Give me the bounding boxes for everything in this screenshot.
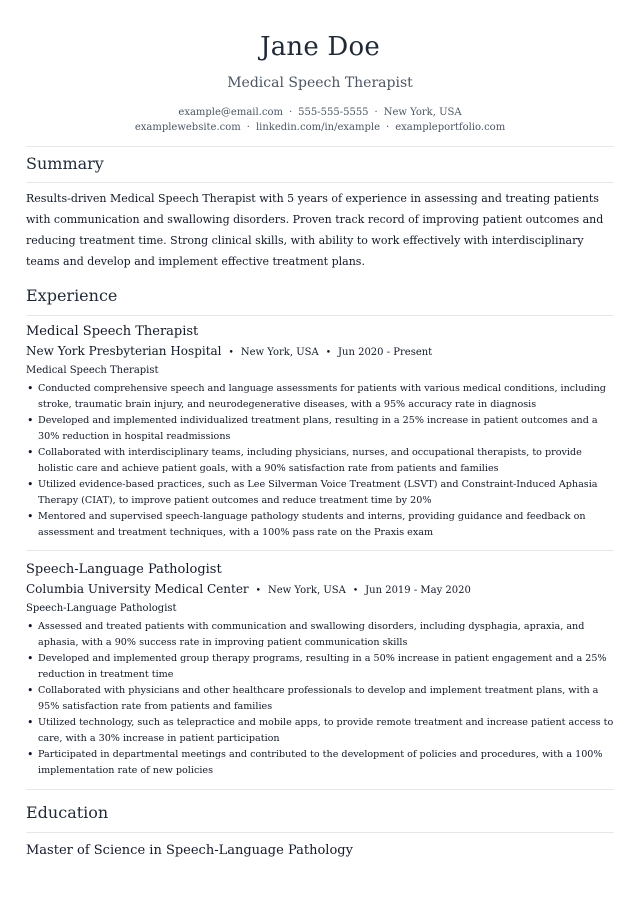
- candidate-name: Jane Doe: [260, 32, 380, 62]
- experience-heading: Experience: [26, 286, 118, 305]
- separator: ·: [288, 107, 293, 118]
- job-dates: Jun 2020 - Present: [338, 347, 433, 358]
- degree-title: Master of Science in Speech-Language Pathology: [26, 843, 353, 858]
- separator: ·: [246, 122, 250, 133]
- divider: [26, 832, 614, 833]
- resume-header: [26, 0, 614, 135]
- experience-section: [26, 285, 614, 779]
- job-meta: [26, 581, 614, 600]
- bullet-item: • Utilized technology, such as telepractice and mobile apps, to provide remote treatment and increase patient access to care, with a 30% increase in patient participation: [26, 715, 614, 747]
- job-location: New York, USA: [267, 585, 346, 596]
- bullet-item: • Developed and implemented individualized treatment plans, resulting in a 25% increase in patient outcomes and a 30% reduction in hospital readmissions: [26, 413, 614, 445]
- website-link[interactable]: examplewebsite.com: [134, 122, 241, 133]
- bullet-item: • Participated in departmental meetings and contributed to the development of policies and procedures, with a 100% implementation rate of new policies: [26, 747, 614, 779]
- job-bullets: [26, 381, 614, 541]
- summary-text: Results-driven Medical Speech Therapist with 5 years of experience in assessing and treating patients with communication and swallowing disorders. Proven track record of improving patient outcomes and reducing treatment time. Strong clinical skills, with ability to work effectively with interdisciplinary teams and develop and implement effective treatment plans.: [26, 192, 604, 268]
- contact-info: [26, 105, 614, 135]
- divider: [26, 315, 614, 316]
- bullet-separator: •: [255, 586, 261, 596]
- summary-section: [26, 153, 614, 272]
- bullet-separator: •: [325, 348, 332, 358]
- job-subtitle: Speech-Language Pathologist: [26, 603, 177, 614]
- contact-line-2: [26, 120, 614, 135]
- company-name: New York Presbyterian Hospital: [26, 344, 222, 358]
- contact-line-1: [26, 105, 614, 120]
- job-entry: [26, 323, 614, 541]
- company-name: Columbia University Medical Center: [26, 582, 249, 596]
- job-bullets: [26, 619, 614, 779]
- linkedin-link[interactable]: linkedin.com/in/example: [255, 122, 380, 133]
- education-heading: Education: [26, 803, 109, 822]
- bullet-item: • Collaborated with physicians and other healthcare professionals to develop and implement treatment plans, with a 95% satisfaction rate from patients and families: [26, 683, 614, 715]
- location: New York, USA: [383, 107, 462, 118]
- job-subtitle: Medical Speech Therapist: [26, 365, 159, 376]
- job-entry: [26, 561, 614, 779]
- job-title: Medical Speech Therapist: [26, 324, 199, 339]
- job-meta: [26, 343, 614, 362]
- bullet-item: • Utilized evidence-based practices, such as Lee Silverman Voice Treatment (LSVT) and Constraint-Induced Aphasia Therapy (CIAT), to improve patient outcomes and reduce treatment time by 20%: [26, 477, 614, 509]
- job-dates: Jun 2019 - May 2020: [365, 585, 471, 596]
- bullet-item: • Assessed and treated patients with communication and swallowing disorders, including dysphagia, apraxia, and aphasia, with a 90% success rate in improving patient communication skills: [26, 619, 614, 651]
- bullet-item: • Developed and implemented group therapy programs, resulting in a 50% increase in patient engagement and a 25% reduction in treatment time: [26, 651, 614, 683]
- bullet-item: • Mentored and supervised speech-language pathology students and interns, providing guidance and feedback on assessment and treatment techniques, with a 100% pass rate on the Praxis exam: [26, 509, 614, 541]
- job-location: New York, USA: [240, 347, 319, 358]
- bullet-separator: •: [228, 348, 234, 358]
- bullet-item: • Conducted comprehensive speech and language assessments for patients with various medical conditions, including stroke, traumatic brain injury, and neurodegenerative diseases, with a 95% accuracy rate in diagnosis: [26, 381, 614, 413]
- education-section: [26, 802, 614, 860]
- divider: [26, 789, 614, 790]
- divider: [26, 550, 614, 551]
- portfolio-link[interactable]: exampleportfolio.com: [395, 122, 506, 133]
- summary-heading: Summary: [26, 154, 104, 173]
- email-link[interactable]: example@email.com: [178, 107, 283, 118]
- job-title: Speech-Language Pathologist: [26, 562, 222, 577]
- divider: [26, 146, 614, 147]
- bullet-separator: •: [352, 586, 359, 596]
- phone-number: 555-555-5555: [298, 107, 369, 118]
- candidate-title: Medical Speech Therapist: [227, 75, 413, 91]
- separator: ·: [386, 122, 390, 133]
- divider: [26, 182, 614, 183]
- bullet-item: • Collaborated with interdisciplinary teams, including physicians, nurses, and occupational therapists, to provide holistic care and achieve patient goals, with a 90% satisfaction rate from patients and families: [26, 445, 614, 477]
- separator: ·: [374, 107, 378, 118]
